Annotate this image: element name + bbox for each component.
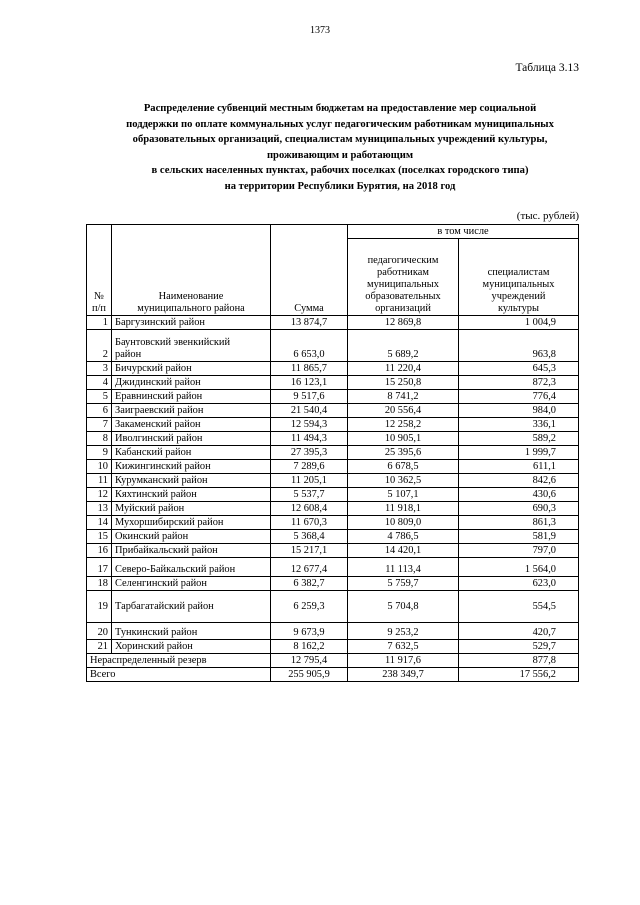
row-sum: 12 677,4	[271, 558, 348, 577]
row-culture: 589,2	[459, 432, 579, 446]
units-note: (тыс. рублей)	[516, 210, 579, 222]
row-name: Джидинский район	[112, 376, 271, 390]
row-sum: 12 608,4	[271, 502, 348, 516]
row-name-line1: Баунтовский эвенкийский	[115, 337, 231, 348]
row-sum: 15 217,1	[271, 544, 348, 558]
document-title	[70, 101, 610, 194]
table-row	[87, 530, 579, 544]
row-name: Кяхтинский район	[112, 488, 271, 502]
total-row	[87, 668, 579, 682]
table-row	[87, 390, 579, 404]
row-teachers: 10 905,1	[348, 432, 459, 446]
table-row	[87, 404, 579, 418]
table-row	[87, 516, 579, 530]
row-culture: 611,1	[459, 460, 579, 474]
table-row	[87, 316, 579, 330]
reserve-culture: 877,8	[459, 654, 579, 668]
table-row	[87, 446, 579, 460]
row-name: Хоринский район	[112, 640, 271, 654]
row-sum: 12 594,3	[271, 418, 348, 432]
header-culture-line: учреждений	[491, 291, 546, 302]
row-teachers: 4 786,5	[348, 530, 459, 544]
row-culture: 861,3	[459, 516, 579, 530]
row-num: 2	[87, 330, 112, 362]
row-sum: 13 874,7	[271, 316, 348, 330]
row-teachers: 8 741,2	[348, 390, 459, 404]
row-sum: 7 289,6	[271, 460, 348, 474]
table-row	[87, 577, 579, 591]
reserve-sum: 12 795,4	[271, 654, 348, 668]
table-row	[87, 640, 579, 654]
header-teachers-line: работникам	[377, 267, 429, 278]
row-num: 6	[87, 404, 112, 418]
table-row	[87, 418, 579, 432]
row-sum: 11 205,1	[271, 474, 348, 488]
row-name: Селенгинский район	[112, 577, 271, 591]
row-teachers: 5 107,1	[348, 488, 459, 502]
row-num: 16	[87, 544, 112, 558]
reserve-row	[87, 654, 579, 668]
header-teachers-line: педагогическим	[367, 255, 439, 266]
table-row	[87, 330, 579, 362]
row-name: Заиграевский район	[112, 404, 271, 418]
row-name: Окинский район	[112, 530, 271, 544]
total-sum: 255 905,9	[271, 668, 348, 682]
row-name-line2: район	[115, 349, 142, 360]
table-row	[87, 376, 579, 390]
row-num: 4	[87, 376, 112, 390]
row-culture: 690,3	[459, 502, 579, 516]
row-sum: 11 865,7	[271, 362, 348, 376]
page-number: 1373	[310, 25, 330, 36]
row-sum: 6 259,3	[271, 591, 348, 623]
row-name: Еравнинский район	[112, 390, 271, 404]
row-num: 13	[87, 502, 112, 516]
header-culture-line: специалистам	[487, 267, 550, 278]
row-culture: 430,6	[459, 488, 579, 502]
row-sum: 5 537,7	[271, 488, 348, 502]
header-teachers-line: образовательных	[365, 291, 441, 302]
row-name: Бичурский район	[112, 362, 271, 376]
header-sum: Сумма	[271, 225, 348, 316]
row-teachers: 14 420,1	[348, 544, 459, 558]
row-teachers: 6 678,5	[348, 460, 459, 474]
row-culture: 797,0	[459, 544, 579, 558]
row-name: Баргузинский район	[112, 316, 271, 330]
row-num: 19	[87, 591, 112, 623]
subvention-table	[86, 224, 579, 682]
row-name: Прибайкальский район	[112, 544, 271, 558]
row-culture: 336,1	[459, 418, 579, 432]
header-num-line1: №	[94, 291, 104, 302]
row-num: 15	[87, 530, 112, 544]
row-sum: 5 368,4	[271, 530, 348, 544]
table-row	[87, 488, 579, 502]
row-sum: 8 162,2	[271, 640, 348, 654]
row-num: 11	[87, 474, 112, 488]
row-num: 5	[87, 390, 112, 404]
row-num: 7	[87, 418, 112, 432]
row-name: Тарбагатайский район	[112, 591, 271, 623]
header-culture	[459, 239, 579, 316]
row-culture: 420,7	[459, 623, 579, 640]
row-teachers: 11 220,4	[348, 362, 459, 376]
row-sum: 9 517,6	[271, 390, 348, 404]
row-teachers: 11 918,1	[348, 502, 459, 516]
total-culture: 17 556,2	[459, 668, 579, 682]
row-sum: 27 395,3	[271, 446, 348, 460]
table-row	[87, 474, 579, 488]
row-teachers: 5 689,2	[348, 330, 459, 362]
title-line: в сельских населенных пунктах, рабочих поселках (поселках городского типа)	[151, 165, 529, 176]
header-teachers-line: муниципальных	[367, 279, 439, 290]
row-culture: 581,9	[459, 530, 579, 544]
title-line: образовательных организаций, специалистам муниципальных учреждений культуры,	[132, 134, 548, 145]
header-culture-line: культуры	[498, 303, 539, 314]
row-teachers: 5 704,8	[348, 591, 459, 623]
table-row	[87, 558, 579, 577]
header-teachers-line: организаций	[375, 303, 431, 314]
row-sum: 11 670,3	[271, 516, 348, 530]
title-line: проживающим и работающим	[266, 149, 414, 161]
row-name: Иволгинский район	[112, 432, 271, 446]
table-row	[87, 502, 579, 516]
row-culture: 554,5	[459, 591, 579, 623]
table-row	[87, 623, 579, 640]
row-sum: 16 123,1	[271, 376, 348, 390]
table-row	[87, 432, 579, 446]
row-name: Мухоршибирский район	[112, 516, 271, 530]
table-label: Таблица 3.13	[515, 62, 579, 74]
row-teachers: 12 258,2	[348, 418, 459, 432]
row-name: Курумканский район	[112, 474, 271, 488]
row-culture: 645,3	[459, 362, 579, 376]
table-row	[87, 362, 579, 376]
row-teachers: 11 113,4	[348, 558, 459, 577]
row-sum: 9 673,9	[271, 623, 348, 640]
title-line: на территории Республики Бурятия, на 2018 год	[224, 180, 456, 192]
row-num: 14	[87, 516, 112, 530]
row-num: 9	[87, 446, 112, 460]
row-num: 10	[87, 460, 112, 474]
reserve-label: Нераспределенный резерв	[87, 654, 271, 668]
row-name: Кижингинский район	[112, 460, 271, 474]
row-sum: 21 540,4	[271, 404, 348, 418]
header-num-line2: п/п	[91, 303, 106, 314]
row-culture: 776,4	[459, 390, 579, 404]
row-culture: 984,0	[459, 404, 579, 418]
row-name: Северо-Байкальский район	[112, 558, 271, 577]
header-name-line1: Наименование	[158, 291, 224, 302]
row-num: 1	[87, 316, 112, 330]
row-sum: 11 494,3	[271, 432, 348, 446]
row-num: 18	[87, 577, 112, 591]
row-culture: 623,0	[459, 577, 579, 591]
title-line: поддержки по оплате коммунальных услуг педагогическим работникам муниципальных	[126, 118, 554, 130]
row-culture: 872,3	[459, 376, 579, 390]
row-name: Кабанский район	[112, 446, 271, 460]
reserve-teachers: 11 917,6	[348, 654, 459, 668]
total-label: Всего	[87, 668, 271, 682]
row-culture: 1 999,7	[459, 446, 579, 460]
row-sum: 6 653,0	[271, 330, 348, 362]
row-culture: 1 004,9	[459, 316, 579, 330]
row-culture: 1 564,0	[459, 558, 579, 577]
title-line: Распределение субвенций местным бюджетам на предоставление мер социальной	[143, 103, 537, 114]
row-teachers: 10 362,5	[348, 474, 459, 488]
row-teachers: 9 253,2	[348, 623, 459, 640]
row-name: Закаменский район	[112, 418, 271, 432]
row-culture: 963,8	[459, 330, 579, 362]
row-teachers: 25 395,6	[348, 446, 459, 460]
row-num: 3	[87, 362, 112, 376]
header-including: в том числе	[348, 225, 579, 239]
row-num: 8	[87, 432, 112, 446]
row-name	[112, 330, 271, 362]
row-num: 20	[87, 623, 112, 640]
row-num: 12	[87, 488, 112, 502]
row-culture: 529,7	[459, 640, 579, 654]
header-num	[87, 225, 112, 316]
row-teachers: 5 759,7	[348, 577, 459, 591]
row-sum: 6 382,7	[271, 577, 348, 591]
row-num: 17	[87, 558, 112, 577]
row-teachers: 20 556,4	[348, 404, 459, 418]
row-name: Муйский район	[112, 502, 271, 516]
row-culture: 842,6	[459, 474, 579, 488]
table-row	[87, 544, 579, 558]
table-row	[87, 460, 579, 474]
row-teachers: 12 869,8	[348, 316, 459, 330]
row-name: Тункинский район	[112, 623, 271, 640]
header-culture-line: муниципальных	[482, 279, 555, 290]
header-name	[112, 225, 271, 316]
row-num: 21	[87, 640, 112, 654]
row-teachers: 7 632,5	[348, 640, 459, 654]
header-name-line2: муниципального района	[137, 303, 245, 314]
row-teachers: 10 809,0	[348, 516, 459, 530]
total-teachers: 238 349,7	[348, 668, 459, 682]
header-teachers	[348, 239, 459, 316]
row-teachers: 15 250,8	[348, 376, 459, 390]
table-row	[87, 591, 579, 623]
